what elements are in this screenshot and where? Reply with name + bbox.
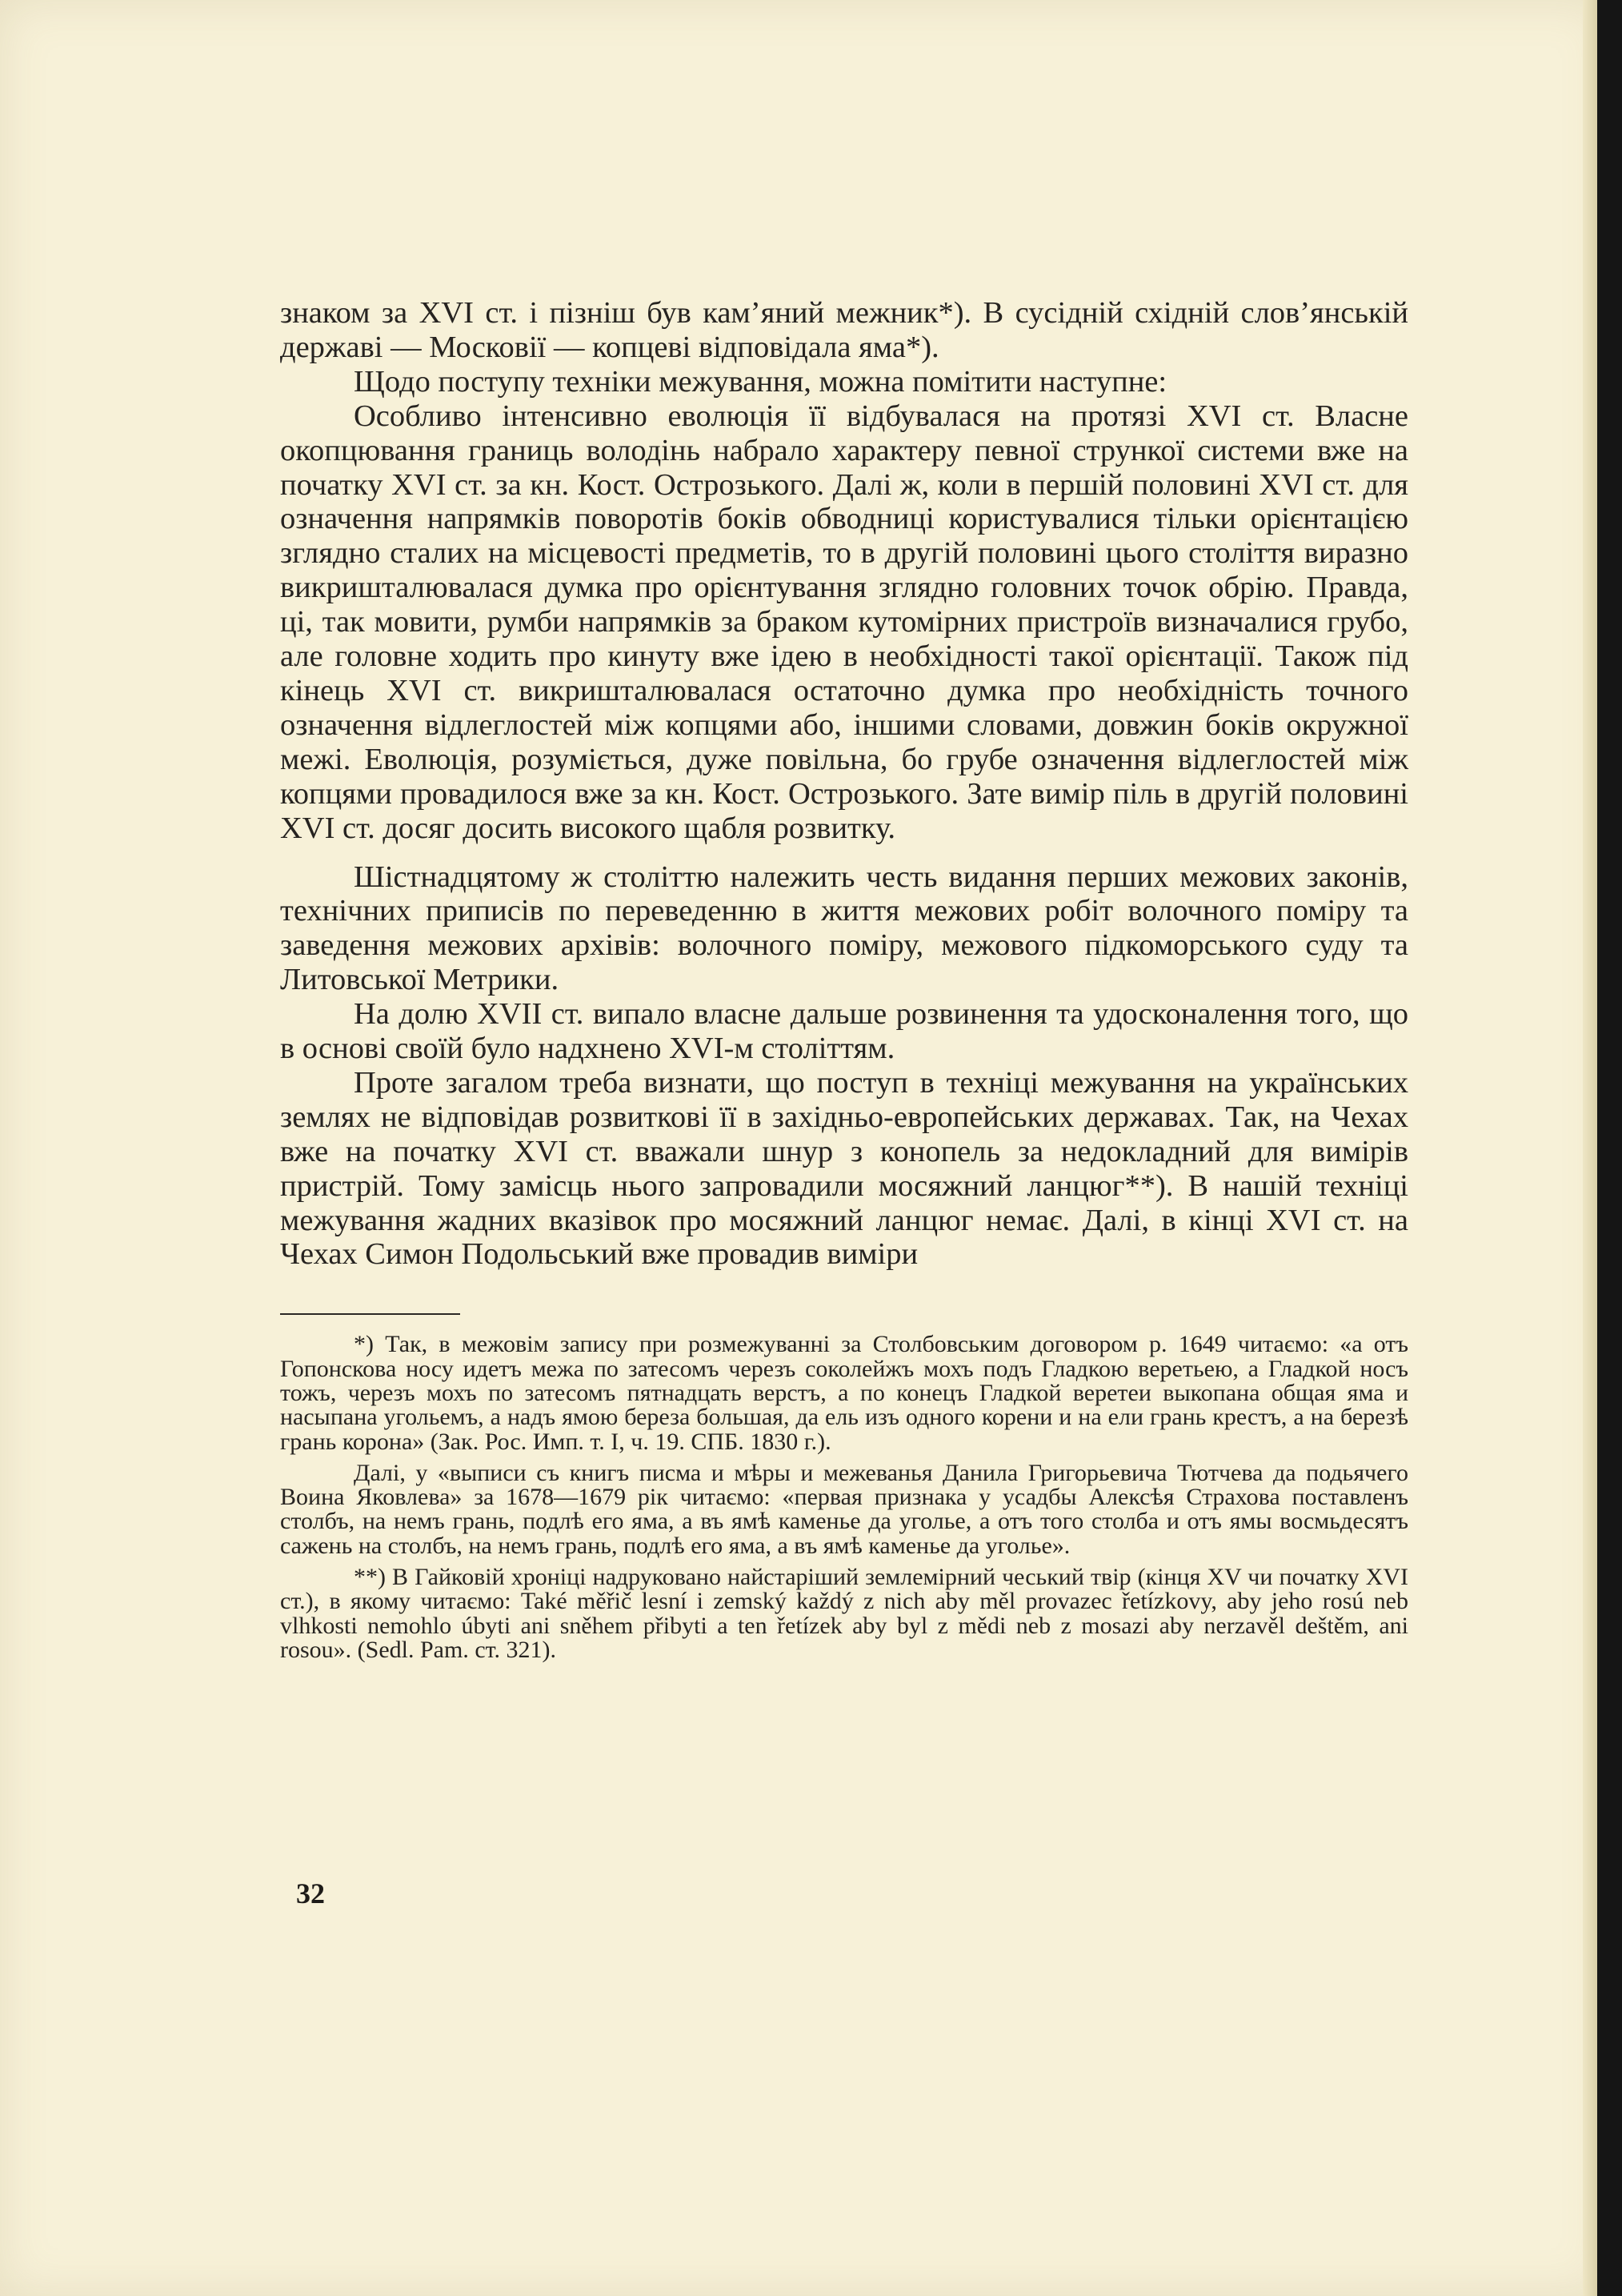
paragraph: На долю XVII ст. випало власне дальше розвинення та удосконалення того, що в основі своїй було надхнено XVI-м століттям. xyxy=(280,997,1408,1066)
paragraph: Шістнадцятому ж століттю належить честь видання перших межових законів, технічних приписів по переведенню в життя межових робіт волочного поміру та заведення межових архівів: волочного поміру, межового підкоморського суду та Литовської Метрики. xyxy=(280,859,1408,997)
footnote: **) В Гайковій хроніці надруковано найстаріший землемірний чеський твір (кінця XV чи початку XVI ст.), в якому читаємо: Také měřič lesní i zemský každý z nich aby měl provazec řetízkovy, aby jeho rosú neb vlhkosti nemohlo úbyti ani sněhem přibyti a ten řetízek aby byl z mědi neb z mosazi aby nerzavěl deštěm, ani rosou». (Sedl. Pam. ст. 321). xyxy=(280,1564,1408,1663)
paragraph: Проте загалом треба визнати, що поступ в техніці межування на українських землях не відповідав розвиткові її в західньо-европейських державах. Так, на Чехах вже на початку XVI ст. вважали шнур з конопель за недокладний для вимірів пристрій. Тому замісць нього запровадили мосяжний ланцюг**). В нашій техніці межування жадних вказівок про мосяжний ланцюг немає. Далі, в кінці XVI ст. на Чехах Симон Подольський вже провадив виміри xyxy=(280,1065,1408,1272)
footnote: Далі, у «выписи съ книгъ писма и мѣры и межеванья Данила Григорьевича Тютчева да подьячего Воина Яковлева» за 1678—1679 рік читаємо: «первая признака у усадбы Алексѣя Страхова поставленъ столбъ, на немъ грань, подлѣ его яма, а въ ямѣ каменье да уголье, а отъ того столба и отъ ямы восмьдесятъ сажень на столбъ, на немъ грань, подлѣ его яма, а въ ямѣ каменье да уголье». xyxy=(280,1459,1408,1559)
page-content xyxy=(280,296,1408,1662)
paragraph: Щодо поступу техніки межування, можна помітити наступне: xyxy=(354,364,1167,399)
footnotes xyxy=(280,1332,1408,1662)
page-edge xyxy=(1583,0,1597,2296)
paragraph: знаком за XVI ст. і пізніш був кам’яний межник*). В сусідній східній слов’янській державі — Московії — копцеві відповідала яма*). xyxy=(280,296,1408,364)
scan-border xyxy=(1597,0,1622,2296)
page-number: 32 xyxy=(296,1877,325,1909)
footnote: *) Так, в межовім запису при розмежуванні за Столбовським договором р. 1649 читаємо: «а отъ Гопонскова носу идетъ межа по затесомъ черезъ соколейжъ мохъ подъ Гладкою веретьею, а Гладкой носъ тожъ, черезъ мохъ по затесомъ пятнадцать верстъ, а по конецъ Гладкой веретеи выкопана общая яма и насыпана угольемъ, а надъ ямою береза большая, да ель изъ одного корени и на ели грань крестъ, а на березѣ грань корона» (Зак. Рос. Имп. т. I, ч. 19. СПБ. 1830 г.). xyxy=(280,1331,1408,1455)
main-text xyxy=(280,296,1408,1272)
footnote-separator xyxy=(280,1313,460,1315)
paragraph: Особливо інтенсивно еволюція її відбувалася на протязі XVI ст. Власне окопцювання границь володінь набрало характеру певної стрункої системи вже на початку XVI ст. за кн. Кост. Острозького. Далі ж, коли в першій половині XVI ст. для означення напрямків поворотів боків обводниці користувалися тільки орієнтацією зглядно сталих на місцевості предметів, то в другій половині цього століття виразно викришталювалася думка про орієнтування зглядно головних точок обрію. Правда, ці, так мовити, румби напрямків за браком кутомірних пристроїв визначалися грубо, але головне ходить про кинуту вже ідею в необхідності такої орієнтації. Також під кінець XVI ст. викришталювалася остаточно думка про необхідність точного означення відлеглостей між копцями або, іншими словами, довжин боків окружної межі. Еволюція, розуміється, дуже повільна, бо грубе означення відлеглостей між копцями провадилося вже за кн. Кост. Острозького. Зате вимір піль в другій половині XVI ст. досяг досить високого щабля розвитку. xyxy=(280,399,1408,845)
